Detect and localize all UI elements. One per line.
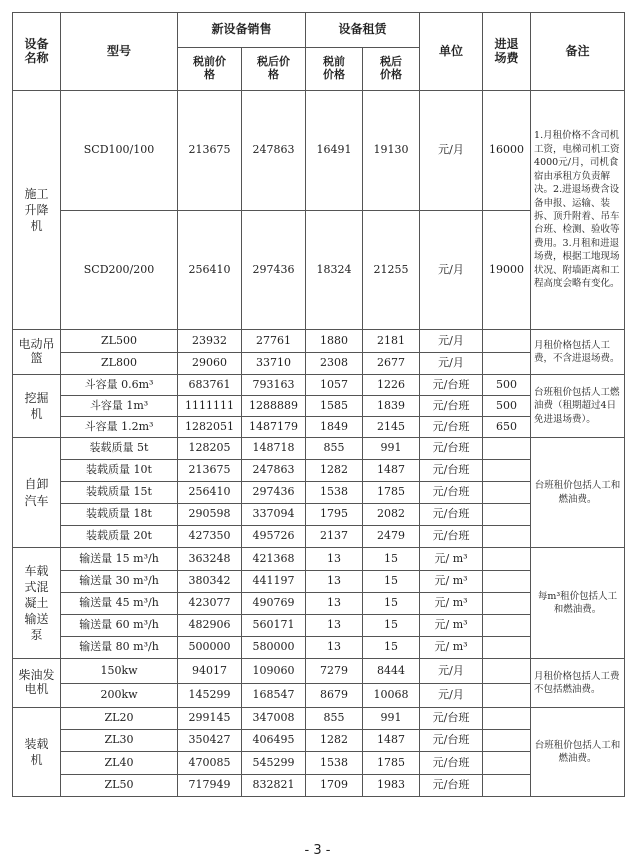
cell-rent-pre: 7279 xyxy=(306,659,363,684)
cell-rent-pre: 1282 xyxy=(306,730,363,752)
cell-unit: 元/ m³ xyxy=(420,548,483,571)
cell-fee xyxy=(483,637,531,659)
page-number: - 3 - xyxy=(304,843,331,858)
cell-rent-post: 15 xyxy=(363,637,420,659)
cell-fee xyxy=(483,730,531,752)
cell-sale-post: 247863 xyxy=(242,91,306,211)
cell-fee xyxy=(483,571,531,593)
cell-sale-post: 297436 xyxy=(242,211,306,330)
cell-sale-pre: 94017 xyxy=(178,659,242,684)
cell-rent-pre: 2308 xyxy=(306,353,363,375)
cell-fee xyxy=(483,708,531,730)
cell-rent-post: 2082 xyxy=(363,504,420,526)
cell-unit: 元/ m³ xyxy=(420,637,483,659)
cell-rent-pre: 18324 xyxy=(306,211,363,330)
price-table xyxy=(12,12,625,797)
cell-fee xyxy=(483,438,531,460)
cell-model: SCD100/100 xyxy=(61,91,178,211)
cell-sale-post: 33710 xyxy=(242,353,306,375)
cell-fee xyxy=(483,526,531,548)
cell-sale-post: 1288889 xyxy=(242,396,306,417)
cell-sale-pre: 1282051 xyxy=(178,417,242,438)
cell-sale-pre: 427350 xyxy=(178,526,242,548)
cell-sale-post: 347008 xyxy=(242,708,306,730)
cell-fee xyxy=(483,460,531,482)
cell-sale-pre: 1111111 xyxy=(178,396,242,417)
header-rental: 设备租赁 xyxy=(306,13,420,48)
cell-rent-post: 1226 xyxy=(363,375,420,396)
cell-model: ZL50 xyxy=(61,775,178,797)
cell-unit: 元/月 xyxy=(420,330,483,353)
cell-rent-post: 21255 xyxy=(363,211,420,330)
cell-sale-post: 168547 xyxy=(242,684,306,708)
cell-rent-pre: 1795 xyxy=(306,504,363,526)
cell-fee xyxy=(483,548,531,571)
cell-sale-pre: 29060 xyxy=(178,353,242,375)
cell-fee xyxy=(483,615,531,637)
cell-model: ZL20 xyxy=(61,708,178,730)
remarks-note: 月租价格包括人工费，不含进退场费。 xyxy=(531,330,625,375)
cell-fee xyxy=(483,482,531,504)
cell-sale-pre: 380342 xyxy=(178,571,242,593)
cell-sale-post: 793163 xyxy=(242,375,306,396)
cell-model: 200kw xyxy=(61,684,178,708)
cell-rent-post: 15 xyxy=(363,571,420,593)
cell-rent-post: 8444 xyxy=(363,659,420,684)
cell-sale-pre: 145299 xyxy=(178,684,242,708)
cell-sale-post: 441197 xyxy=(242,571,306,593)
cell-fee xyxy=(483,353,531,375)
cell-rent-pre: 855 xyxy=(306,438,363,460)
cell-rent-pre: 1849 xyxy=(306,417,363,438)
remarks-note: 每m³租价包括人工和燃油费。 xyxy=(531,548,625,659)
cell-rent-post: 19130 xyxy=(363,91,420,211)
cell-rent-pre: 1538 xyxy=(306,752,363,775)
cell-model: ZL40 xyxy=(61,752,178,775)
cell-rent-post: 1785 xyxy=(363,482,420,504)
cell-fee xyxy=(483,593,531,615)
cell-rent-post: 2181 xyxy=(363,330,420,353)
cell-unit: 元/台班 xyxy=(420,417,483,438)
cell-rent-pre: 13 xyxy=(306,548,363,571)
category-name: 施工升降机 xyxy=(13,91,61,330)
cell-fee: 16000 xyxy=(483,91,531,211)
cell-unit: 元/台班 xyxy=(420,482,483,504)
cell-unit: 元/月 xyxy=(420,211,483,330)
remarks-note: 台班租价包括人工和燃油费。 xyxy=(531,438,625,548)
cell-model: 斗容量 1m³ xyxy=(61,396,178,417)
table-row xyxy=(13,438,625,460)
cell-rent-pre: 1709 xyxy=(306,775,363,797)
cell-rent-post: 1839 xyxy=(363,396,420,417)
cell-rent-pre: 13 xyxy=(306,637,363,659)
cell-model: 150kw xyxy=(61,659,178,684)
cell-sale-pre: 683761 xyxy=(178,375,242,396)
header-unit: 单位 xyxy=(420,13,483,91)
cell-sale-post: 109060 xyxy=(242,659,306,684)
cell-rent-post: 2479 xyxy=(363,526,420,548)
remarks-note: 台班租价包括人工燃油费（租期超过4日免进退场费）。 xyxy=(531,375,625,438)
cell-model: 输送量 45 m³/h xyxy=(61,593,178,615)
cell-unit: 元/ m³ xyxy=(420,571,483,593)
cell-rent-post: 1983 xyxy=(363,775,420,797)
cell-sale-post: 545299 xyxy=(242,752,306,775)
cell-rent-post: 15 xyxy=(363,548,420,571)
cell-rent-post: 10068 xyxy=(363,684,420,708)
cell-model: 装载质量 18t xyxy=(61,504,178,526)
category-name: 装载机 xyxy=(13,708,61,797)
cell-model: ZL800 xyxy=(61,353,178,375)
header-model: 型号 xyxy=(61,13,178,91)
cell-model: 输送量 80 m³/h xyxy=(61,637,178,659)
cell-unit: 元/月 xyxy=(420,684,483,708)
cell-unit: 元/台班 xyxy=(420,396,483,417)
header-rent-pretax: 税前价格 xyxy=(306,48,363,91)
cell-unit: 元/台班 xyxy=(420,460,483,482)
cell-model: SCD200/200 xyxy=(61,211,178,330)
cell-sale-post: 297436 xyxy=(242,482,306,504)
cell-rent-pre: 855 xyxy=(306,708,363,730)
cell-sale-post: 1487179 xyxy=(242,417,306,438)
cell-sale-pre: 213675 xyxy=(178,91,242,211)
cell-rent-post: 1487 xyxy=(363,730,420,752)
cell-sale-pre: 482906 xyxy=(178,615,242,637)
cell-rent-post: 991 xyxy=(363,708,420,730)
cell-model: 装载质量 10t xyxy=(61,460,178,482)
cell-unit: 元/月 xyxy=(420,659,483,684)
cell-fee xyxy=(483,752,531,775)
cell-rent-pre: 16491 xyxy=(306,91,363,211)
cell-sale-pre: 717949 xyxy=(178,775,242,797)
cell-sale-post: 832821 xyxy=(242,775,306,797)
cell-sale-pre: 256410 xyxy=(178,482,242,504)
table-row xyxy=(13,330,625,353)
cell-model: 斗容量 0.6m³ xyxy=(61,375,178,396)
cell-rent-pre: 2137 xyxy=(306,526,363,548)
category-name: 电动吊篮 xyxy=(13,330,61,375)
header-rent-aftertax: 税后价格 xyxy=(363,48,420,91)
cell-fee xyxy=(483,659,531,684)
cell-rent-pre: 13 xyxy=(306,615,363,637)
cell-unit: 元/ m³ xyxy=(420,615,483,637)
table-row xyxy=(13,659,625,684)
category-name: 挖掘机 xyxy=(13,375,61,438)
cell-unit: 元/台班 xyxy=(420,504,483,526)
cell-sale-pre: 290598 xyxy=(178,504,242,526)
cell-fee xyxy=(483,330,531,353)
cell-sale-post: 560171 xyxy=(242,615,306,637)
category-name: 自卸汽车 xyxy=(13,438,61,548)
cell-rent-post: 991 xyxy=(363,438,420,460)
cell-unit: 元/台班 xyxy=(420,708,483,730)
cell-sale-post: 495726 xyxy=(242,526,306,548)
header-remarks: 备注 xyxy=(531,13,625,91)
cell-fee: 500 xyxy=(483,375,531,396)
table-body xyxy=(13,91,625,797)
cell-unit: 元/月 xyxy=(420,91,483,211)
cell-model: 斗容量 1.2m³ xyxy=(61,417,178,438)
cell-unit: 元/台班 xyxy=(420,438,483,460)
table-row xyxy=(13,91,625,211)
cell-sale-post: 490769 xyxy=(242,593,306,615)
cell-unit: 元/ m³ xyxy=(420,593,483,615)
cell-unit: 元/台班 xyxy=(420,375,483,396)
cell-rent-pre: 1538 xyxy=(306,482,363,504)
cell-sale-post: 247863 xyxy=(242,460,306,482)
cell-model: 输送量 15 m³/h xyxy=(61,548,178,571)
header-device-name: 设备名称 xyxy=(13,13,61,91)
remarks-note: 月租价格包括人工费不包括燃油费。 xyxy=(531,659,625,708)
cell-model: 装载质量 15t xyxy=(61,482,178,504)
cell-rent-post: 15 xyxy=(363,593,420,615)
cell-sale-pre: 23932 xyxy=(178,330,242,353)
cell-sale-pre: 470085 xyxy=(178,752,242,775)
category-name: 车载式混凝土输送泵 xyxy=(13,548,61,659)
cell-rent-post: 1785 xyxy=(363,752,420,775)
cell-fee xyxy=(483,775,531,797)
header-new-sales: 新设备销售 xyxy=(178,13,306,48)
cell-fee xyxy=(483,504,531,526)
cell-sale-post: 421368 xyxy=(242,548,306,571)
cell-rent-pre: 13 xyxy=(306,571,363,593)
cell-fee: 500 xyxy=(483,396,531,417)
cell-sale-pre: 299145 xyxy=(178,708,242,730)
table-row xyxy=(13,375,625,396)
cell-model: ZL500 xyxy=(61,330,178,353)
cell-rent-pre: 8679 xyxy=(306,684,363,708)
cell-fee xyxy=(483,684,531,708)
remarks-note: 台班租价包括人工和燃油费。 xyxy=(531,708,625,797)
cell-sale-pre: 350427 xyxy=(178,730,242,752)
cell-rent-post: 1487 xyxy=(363,460,420,482)
cell-sale-post: 27761 xyxy=(242,330,306,353)
header-sale-aftertax: 税后价格 xyxy=(242,48,306,91)
table-row xyxy=(13,548,625,571)
cell-unit: 元/台班 xyxy=(420,775,483,797)
cell-unit: 元/台班 xyxy=(420,526,483,548)
table-row xyxy=(13,708,625,730)
cell-sale-post: 406495 xyxy=(242,730,306,752)
cell-sale-pre: 128205 xyxy=(178,438,242,460)
cell-sale-pre: 423077 xyxy=(178,593,242,615)
cell-unit: 元/台班 xyxy=(420,730,483,752)
cell-model: 输送量 30 m³/h xyxy=(61,571,178,593)
category-name: 柴油发电机 xyxy=(13,659,61,708)
header-sale-pretax: 税前价格 xyxy=(178,48,242,91)
cell-rent-pre: 1282 xyxy=(306,460,363,482)
cell-rent-post: 15 xyxy=(363,615,420,637)
cell-sale-post: 580000 xyxy=(242,637,306,659)
cell-rent-pre: 1880 xyxy=(306,330,363,353)
cell-sale-pre: 500000 xyxy=(178,637,242,659)
cell-rent-pre: 1585 xyxy=(306,396,363,417)
cell-model: 装载质量 5t xyxy=(61,438,178,460)
header-entry-fee: 进退场费 xyxy=(483,13,531,91)
cell-model: 装载质量 20t xyxy=(61,526,178,548)
cell-unit: 元/月 xyxy=(420,353,483,375)
cell-fee: 650 xyxy=(483,417,531,438)
cell-unit: 元/台班 xyxy=(420,752,483,775)
cell-sale-pre: 363248 xyxy=(178,548,242,571)
cell-sale-pre: 213675 xyxy=(178,460,242,482)
cell-fee: 19000 xyxy=(483,211,531,330)
cell-sale-pre: 256410 xyxy=(178,211,242,330)
cell-sale-post: 148718 xyxy=(242,438,306,460)
remarks-note: 1.月租价格不含司机工资，电梯司机工资4000元/月，司机食宿由承租方负责解决。2.进退场费含设备申报、运输、装拆、顶升附着、吊车台班、检测、验收等费用。3.月租和进退场费，根据工地现场状况、附墙距离和工程高度会略有变化。 xyxy=(531,91,625,330)
cell-rent-pre: 13 xyxy=(306,593,363,615)
cell-model: 输送量 60 m³/h xyxy=(61,615,178,637)
cell-sale-post: 337094 xyxy=(242,504,306,526)
cell-model: ZL30 xyxy=(61,730,178,752)
cell-rent-post: 2145 xyxy=(363,417,420,438)
cell-rent-pre: 1057 xyxy=(306,375,363,396)
cell-rent-post: 2677 xyxy=(363,353,420,375)
